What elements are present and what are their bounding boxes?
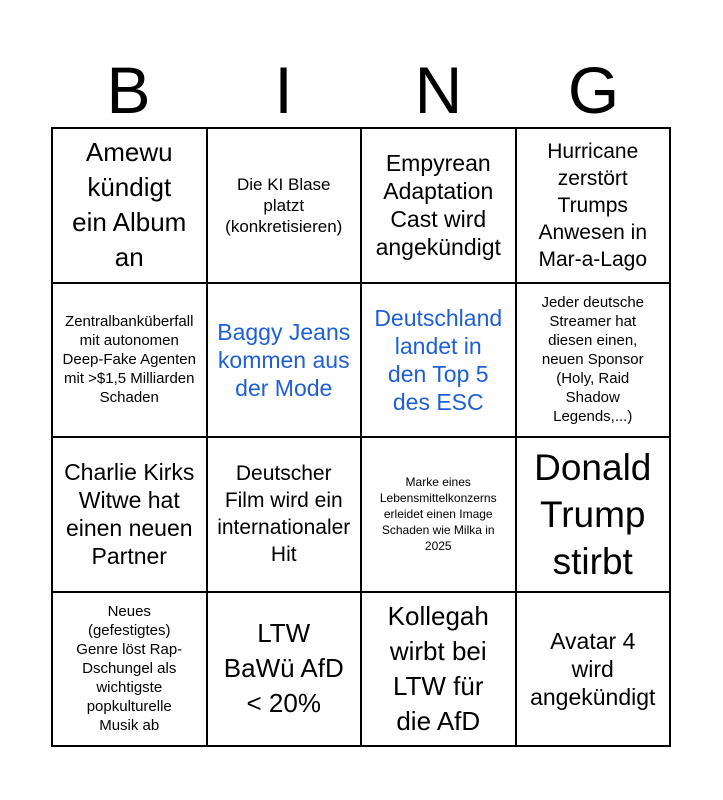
bingo-cell[interactable] [361,592,516,747]
bingo-cell-text: Zentralbanküberfall mit autonomen Deep-Fake Agenten mit >$1,5 Milliarden Schaden [62,313,196,407]
bingo-cell-text: Avatar 4 wird angekündigt [530,627,656,710]
bingo-cell[interactable] [207,283,362,438]
bingo-cell[interactable] [361,437,516,592]
bingo-cell[interactable] [361,283,516,438]
bingo-cell-text: Hurricane zerstört Trumps Anwesen in Mar-a-Lago [538,139,648,271]
bingo-cell-text: Empyrean Adaptation Cast wird angekündigt [375,150,501,261]
header-letter-n: N [414,53,463,127]
bingo-cell[interactable] [52,283,207,438]
bingo-cell-text: Die KI Blase platzt (konkretisieren) [225,174,343,236]
bingo-cell[interactable] [361,128,516,283]
bingo-cell[interactable] [516,437,671,592]
bingo-cell[interactable] [52,437,207,592]
header-letter-i: I [274,53,293,127]
bingo-cell-text: Donald Trump stirbt [534,446,652,582]
bingo-cell[interactable] [52,592,207,747]
bingo-cell-text: Deutschland landet in den Top 5 des ESC [374,304,503,415]
bingo-cell-text: Neues (gefestigtes) Genre löst Rap- Dschungel als wichtigste popkulturelle Musik ab [76,603,183,735]
bingo-cell-text: Amewu kündigt ein Album an [72,137,187,273]
bingo-cell[interactable] [52,128,207,283]
bingo-cell-text: Deutscher Film wird ein internationaler Hit [217,462,351,567]
bingo-cell[interactable] [207,592,362,747]
bingo-cell[interactable] [207,437,362,592]
bingo-cell[interactable] [516,592,671,747]
bingo-cell[interactable] [516,128,671,283]
bingo-cell-text: Jeder deutsche Streamer hat diesen einen, neuen Sponsor (Holy, Raid Shadow Legends,...) [541,294,645,426]
bingo-cell-text: LTW BaWü AfD < 20% [223,618,344,719]
bingo-header [51,52,671,128]
bingo-cell[interactable] [207,128,362,283]
bingo-card [51,127,671,747]
header-letter-g: G [567,53,620,127]
header-letter-b: B [106,53,151,127]
bingo-cell-text: Charlie Kirks Witwe hat einen neuen Partner [64,459,195,570]
bingo-cell-text: Marke eines Lebensmittelkonzerns erleidet einen Image Schaden wie Milka in 2025 [379,475,497,554]
bingo-cell-text: Baggy Jeans kommen aus der Mode [217,318,351,401]
bingo-cell-text: Kollegah wirbt bei LTW für die AfD [387,600,489,736]
bingo-cell[interactable] [516,283,671,438]
